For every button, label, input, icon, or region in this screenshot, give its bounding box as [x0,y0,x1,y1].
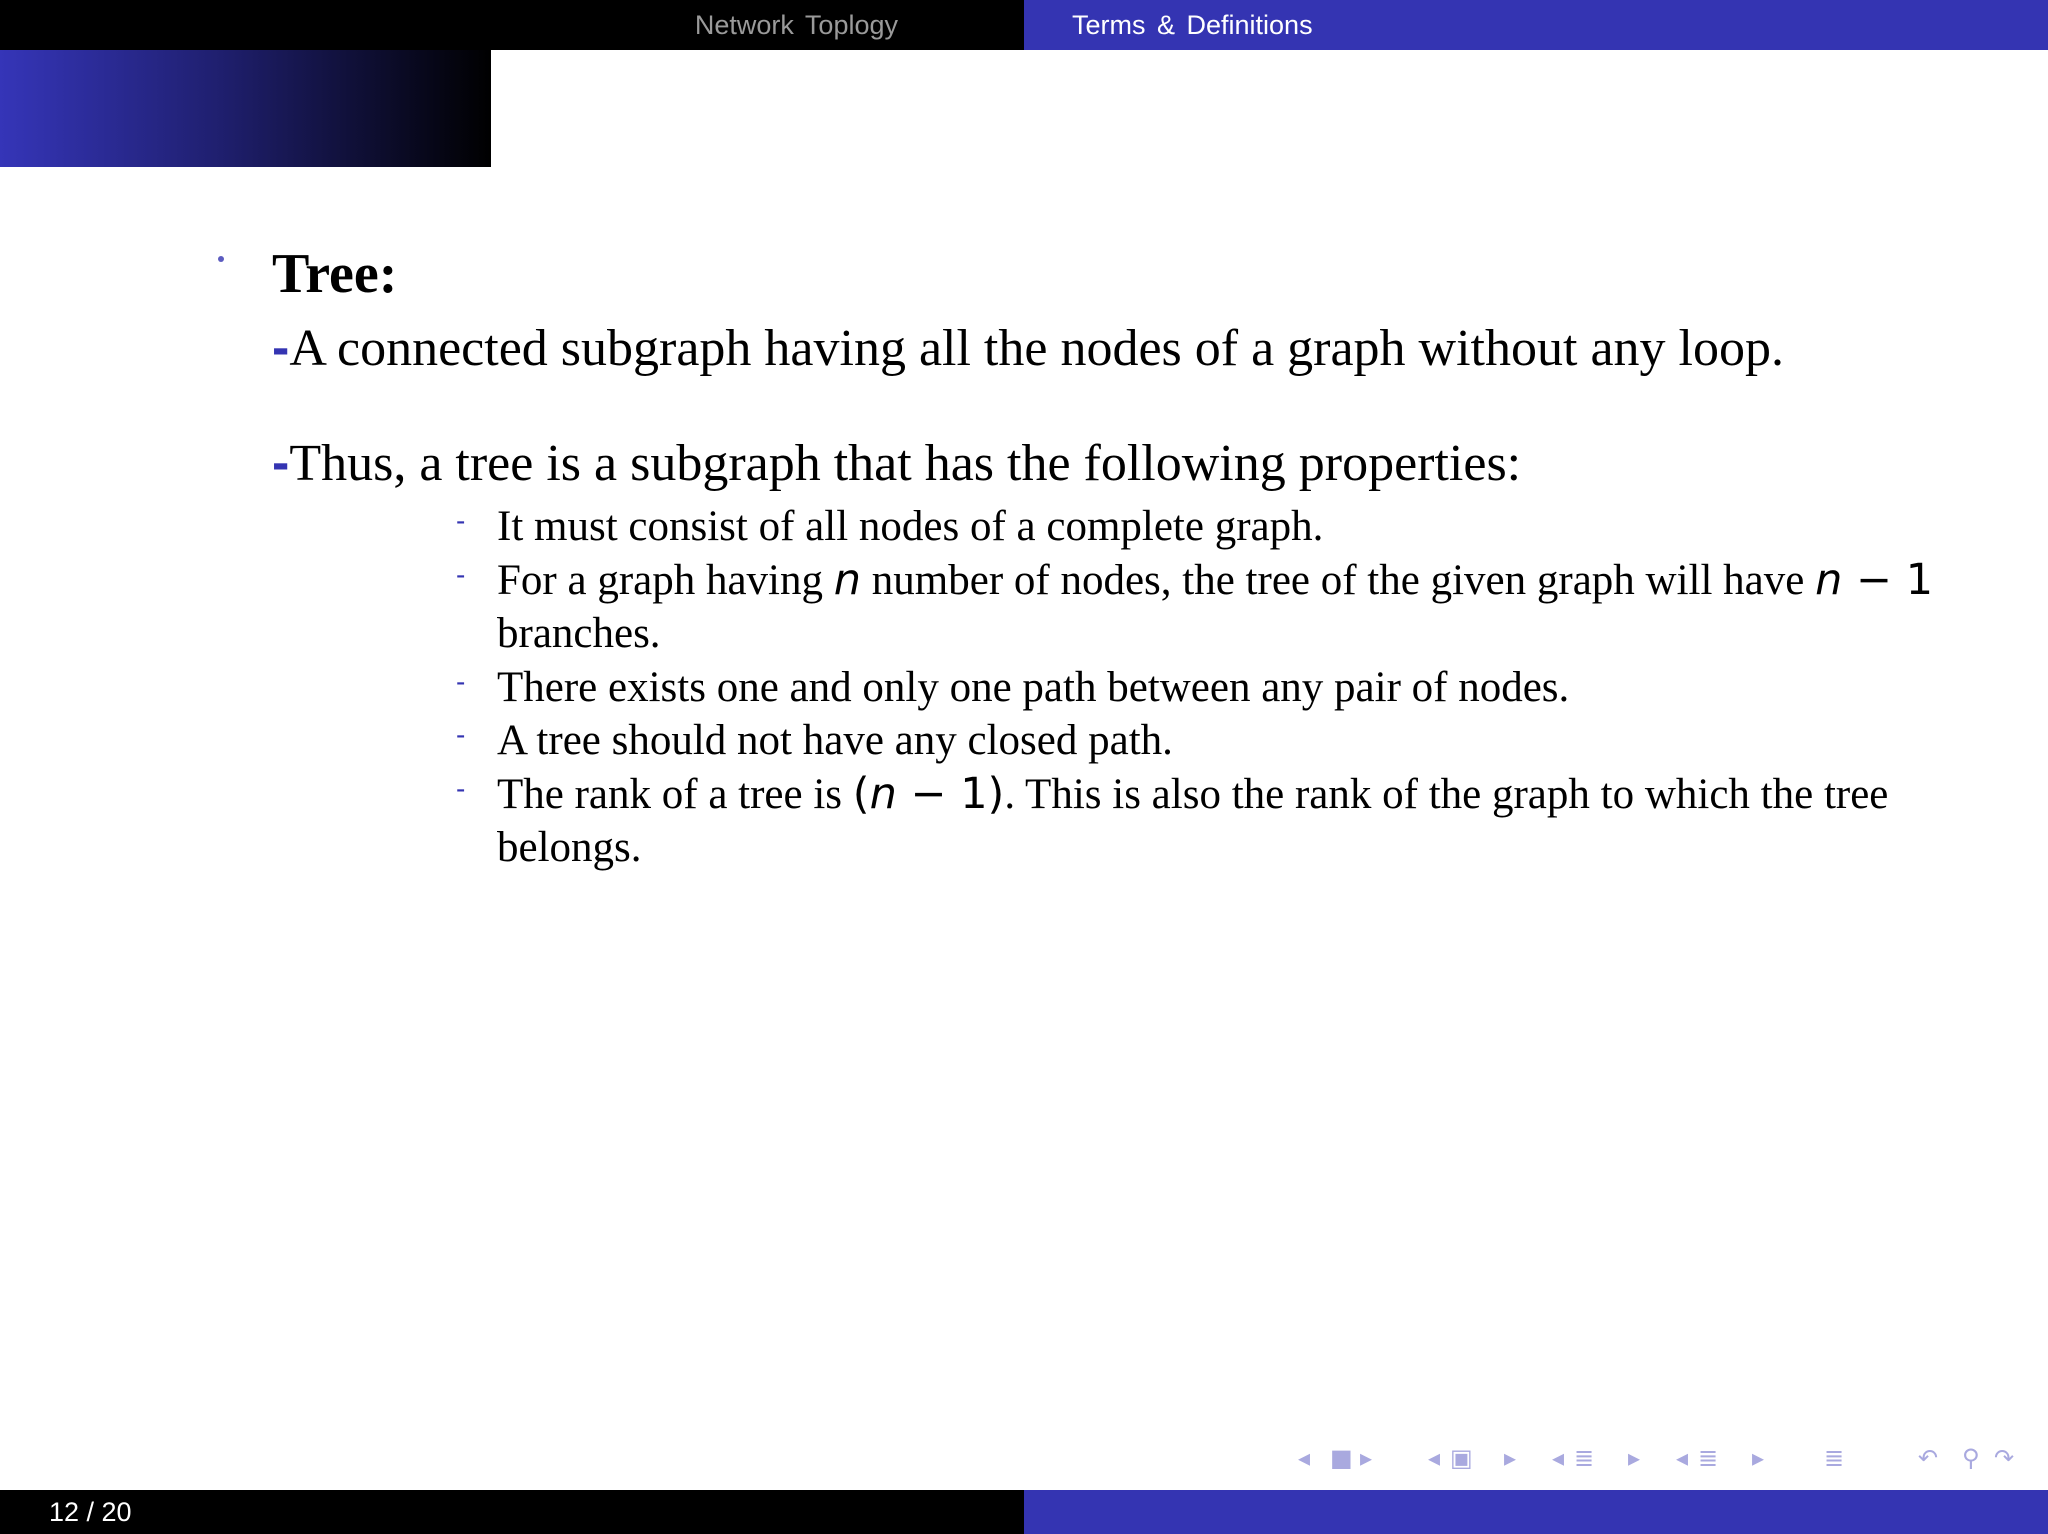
dash-marker: - [456,505,466,536]
forward-icon[interactable]: ↷ [1994,1444,2015,1472]
slide-heading: Tree: [272,243,398,305]
math-expression: − 1) [896,768,1005,819]
list-item [456,768,1936,875]
dash-marker: - [456,558,466,590]
list-item [456,714,1936,768]
math-expression: − 1 [1842,554,1934,605]
property-text: . This is also the rank of the graph to which the tree belongs. [497,770,1889,871]
prev-document-icon[interactable]: ◂ [1676,1444,1689,1472]
math-expression: ( [852,768,870,819]
prev-subsection-icon[interactable]: ◂ [1428,1444,1441,1472]
dash-marker: - [456,719,466,750]
property-text: A tree should not have any closed path. [497,717,1173,764]
math-variable-n: n [869,768,897,819]
section-icon[interactable]: ≣ [1574,1444,1595,1472]
dash-marker: - [272,434,290,492]
definition-text: A connected subgraph having all the nodes of a graph without any loop. [289,320,1784,377]
header-right-panel [1024,0,2048,50]
dash-marker: - [456,772,466,804]
subsection-icon[interactable]: ▣ [1450,1444,1473,1472]
back-icon[interactable]: ↶ [1918,1444,1939,1472]
definition-paragraph [272,318,1912,379]
next-document-icon[interactable]: ▸ [1752,1444,1765,1472]
list-item [456,661,1936,715]
list-item [456,554,1936,661]
math-variable-n: n [1815,554,1843,605]
tree-properties-list [456,500,1936,875]
next-section-icon[interactable]: ▸ [1628,1444,1641,1472]
math-variable-n: n [833,554,862,605]
property-text: branches. [497,610,661,657]
property-text: There exists one and only one path between any pair of nodes. [497,663,1570,711]
list-item [456,500,1936,554]
header-left-panel [0,0,1024,50]
bullet-icon [218,256,224,262]
dash-marker: - [272,319,290,377]
property-text: The rank of a tree is [497,770,853,818]
frame-icon[interactable]: ■ [1330,1444,1353,1472]
navigation-symbols [1298,1438,2038,1478]
footer-right-panel [1024,1490,2048,1534]
section-link-network-topology[interactable]: Network Toplogy [694,9,898,40]
footer-bar [0,1490,2048,1534]
next-subsection-icon[interactable]: ▸ [1504,1444,1517,1472]
document-icon[interactable]: ≣ [1698,1444,1719,1472]
footer-left-panel [0,1490,1024,1534]
dash-marker: - [456,665,466,697]
property-text: For a graph having [497,556,834,604]
search-icon[interactable]: ⚲ [1962,1444,1980,1472]
frame-title-banner [0,50,491,167]
prev-frame-icon[interactable]: ◂ [1298,1444,1311,1472]
property-text: number of nodes, the tree of the given graph will have [861,556,1816,604]
properties-intro-text: Thus, a tree is a subgraph that has the following properties: [289,435,1522,492]
section-link-terms-definitions[interactable]: Terms & Definitions [1072,9,1313,40]
prev-section-icon[interactable]: ◂ [1552,1444,1565,1472]
property-text: It must consist of all nodes of a complete graph. [497,503,1324,550]
properties-intro-paragraph [272,433,1912,494]
header-bar [0,0,2048,50]
page-number: 12 / 20 [49,1496,132,1527]
appendix-icon[interactable]: ≣ [1824,1444,1845,1472]
next-frame-icon[interactable]: ▸ [1360,1444,1373,1472]
